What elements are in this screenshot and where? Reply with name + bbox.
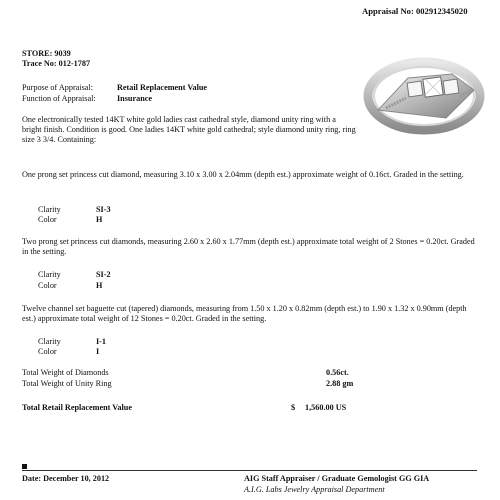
total-retail-value: 1,560.00 US: [305, 403, 347, 412]
currency-symbol: $: [291, 403, 296, 412]
stone2-clarity-label: Clarity: [38, 270, 61, 279]
stone2-description: Two prong set princess cut diamonds, measuring 2.60 x 2.60 x 1.77mm (depth est.) approximate total weight of 2 Stones = 0.20ct. Graded in the setting.: [22, 237, 475, 257]
stone1-color-value: H: [96, 215, 103, 224]
footer-divider: [22, 470, 477, 471]
stone1-clarity-label: Clarity: [38, 205, 61, 214]
total-diamond-weight-label: Total Weight of Diamonds: [22, 368, 109, 377]
stone2-clarity-value: SI-2: [96, 270, 111, 279]
stone1-clarity-value: SI-3: [96, 205, 111, 214]
stone3-description: Twelve channel set baguette cut (tapered) diamonds, measuring from 1.50 x 1.20 x 0.82mm (depth est.) to 1.90 x 1.32 x 0.90mm (depth est.) approximate total weight of 12 Stones = 0.20ct. Graded in the setting.: [22, 304, 467, 324]
appraisal-date: Date: December 10, 2012: [22, 474, 110, 483]
trace-number: Trace No: 012-1787: [22, 59, 91, 68]
stone3-color-value: I: [96, 347, 100, 356]
stone1-description: One prong set princess cut diamond, measuring 3.10 x 3.00 x 2.04mm (depth est.) approximate weight of 0.16ct. Graded in the setting.: [22, 170, 464, 179]
total-retail-value-label: Total Retail Replacement Value: [22, 403, 132, 412]
store-number: STORE: 9039: [22, 49, 71, 58]
stone2-color-value: H: [96, 281, 103, 290]
appraisal-department: A.I.G. Labs Jewelry Appraisal Department: [244, 485, 385, 494]
item-description: One electronically tested 14KT white gold ladies cast cathedral style, diamond unity ring with a bright finish. Condition is good. One ladies 14KT white gold cathedral; style diamond unity ring, ring size 3 3/4. Containing:: [22, 115, 356, 145]
stone2-color-label: Color: [38, 281, 57, 290]
stone3-clarity-label: Clarity: [38, 337, 61, 346]
purpose-label: Purpose of Appraisal:: [22, 83, 93, 92]
ring-photo: [356, 38, 486, 148]
stone1-color-label: Color: [38, 215, 57, 224]
total-diamond-weight-value: 0.56ct.: [326, 368, 349, 377]
appraisal-number: Appraisal No: 002912345020: [362, 6, 468, 16]
bullet-mark: [22, 464, 27, 469]
function-label: Function of Appraisal:: [22, 94, 96, 103]
total-ring-weight-label: Total Weight of Unity Ring: [22, 379, 112, 388]
function-value: Insurance: [117, 94, 153, 103]
appraiser-title: AIG Staff Appraiser / Graduate Gemologist GG GIA: [244, 474, 430, 483]
stone3-clarity-value: I-1: [96, 337, 107, 346]
stone3-color-label: Color: [38, 347, 57, 356]
purpose-value: Retail Replacement Value: [117, 83, 208, 92]
total-ring-weight-value: 2.88 gm: [326, 379, 354, 388]
